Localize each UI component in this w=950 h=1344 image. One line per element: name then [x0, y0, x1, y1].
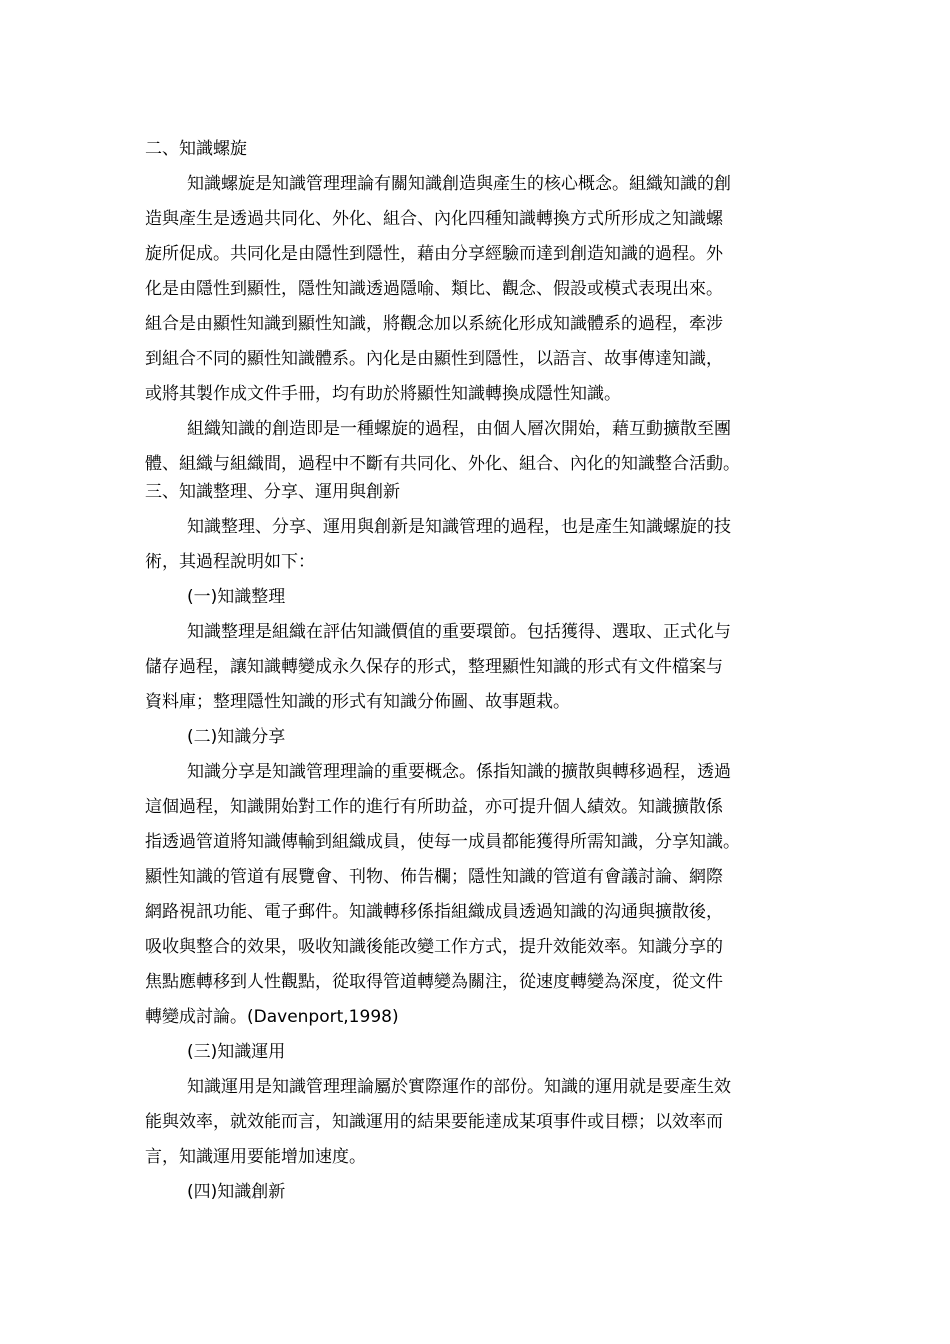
- paragraph-line: 指透過管道將知識傳輸到組織成員，使每一成員都能獲得所需知識，分享知識。: [145, 832, 740, 852]
- paragraph-line: 或將其製作成文件手冊，均有助於將顯性知識轉換成隱性知識。: [145, 384, 621, 404]
- subheading-knowledge-innovation: (四)知識創新: [187, 1182, 286, 1202]
- subheading-knowledge-application: (三)知識運用: [187, 1042, 286, 1062]
- paragraph-line: 言，知識運用要能增加速度。: [145, 1147, 366, 1167]
- section-heading-knowledge-spiral: 二、知識螺旋: [145, 139, 247, 159]
- section-heading-knowledge-process: 三、知識整理、分享、運用與創新: [145, 482, 400, 502]
- paragraph-line: 能與效率，就效能而言，知識運用的結果要能達成某項事件或目標；以效率而: [145, 1112, 723, 1132]
- paragraph-line: 體、組織与組織間，過程中不斷有共同化、外化、組合、內化的知識整合活動。: [145, 454, 740, 474]
- paragraph-line: 術，其過程說明如下：: [145, 552, 315, 572]
- paragraph-line: 顯性知識的管道有展覽會、刊物、佈告欄；隱性知識的管道有會議討論、網際: [145, 867, 723, 887]
- paragraph-line: 組織知識的創造即是一種螺旋的過程，由個人層次開始，藉互動擴散至團: [187, 419, 731, 439]
- paragraph-line: 吸收與整合的效果，吸收知識後能改變工作方式，提升效能效率。知識分享的: [145, 937, 723, 957]
- paragraph-line: 旋所促成。共同化是由隱性到隱性，藉由分享經驗而達到創造知識的過程。外: [145, 244, 723, 264]
- paragraph-line: 知識運用是知識管理理論屬於實際運作的部份。知識的運用就是要產生效: [187, 1077, 731, 1097]
- paragraph-line: 焦點應轉移到人性觀點，從取得管道轉變為關注，從速度轉變為深度，從文件: [145, 972, 723, 992]
- document-body: [145, 132, 810, 1210]
- paragraph-line: 到組合不同的顯性知識體系。內化是由顯性到隱性，以語言、故事傳達知識，: [145, 349, 723, 369]
- subheading-knowledge-organizing: (一)知識整理: [187, 587, 286, 607]
- paragraph-line: 組合是由顯性知識到顯性知識，將觀念加以系統化形成知識體系的過程，牽涉: [145, 314, 723, 334]
- paragraph-line: 知識分享是知識管理理論的重要概念。係指知識的擴散與轉移過程，透過: [187, 762, 731, 782]
- paragraph-line: 資料庫；整理隱性知識的形式有知識分佈圖、故事題栽。: [145, 692, 570, 712]
- paragraph-line: 這個過程，知識開始對工作的進行有所助益，亦可提升個人績效。知識擴散係: [145, 797, 723, 817]
- paragraph-line: 知識整理、分享、運用與創新是知識管理的過程，也是產生知識螺旋的技: [187, 517, 731, 537]
- paragraph-line: 化是由隱性到顯性，隱性知識透過隱喻、類比、觀念、假設或模式表現出來。: [145, 279, 723, 299]
- paragraph-line: 儲存過程，讓知識轉變成永久保存的形式，整理顯性知識的形式有文件檔案与: [145, 657, 723, 677]
- paragraph-line: 知識螺旋是知識管理理論有關知識創造與產生的核心概念。組織知識的創: [187, 174, 731, 194]
- subheading-knowledge-sharing: (二)知識分享: [187, 727, 286, 747]
- paragraph-line: 知識整理是組織在評估知識價值的重要環節。包括獲得、選取、正式化与: [187, 622, 731, 642]
- paragraph-line: 轉變成討論。(Davenport,1998): [145, 1007, 399, 1027]
- paragraph-line: 網路視訊功能、電子郵件。知識轉移係指組織成員透過知識的沟通與擴散後，: [145, 902, 723, 922]
- paragraph-line: 造與產生是透過共同化、外化、組合、內化四種知識轉換方式所形成之知識螺: [145, 209, 723, 229]
